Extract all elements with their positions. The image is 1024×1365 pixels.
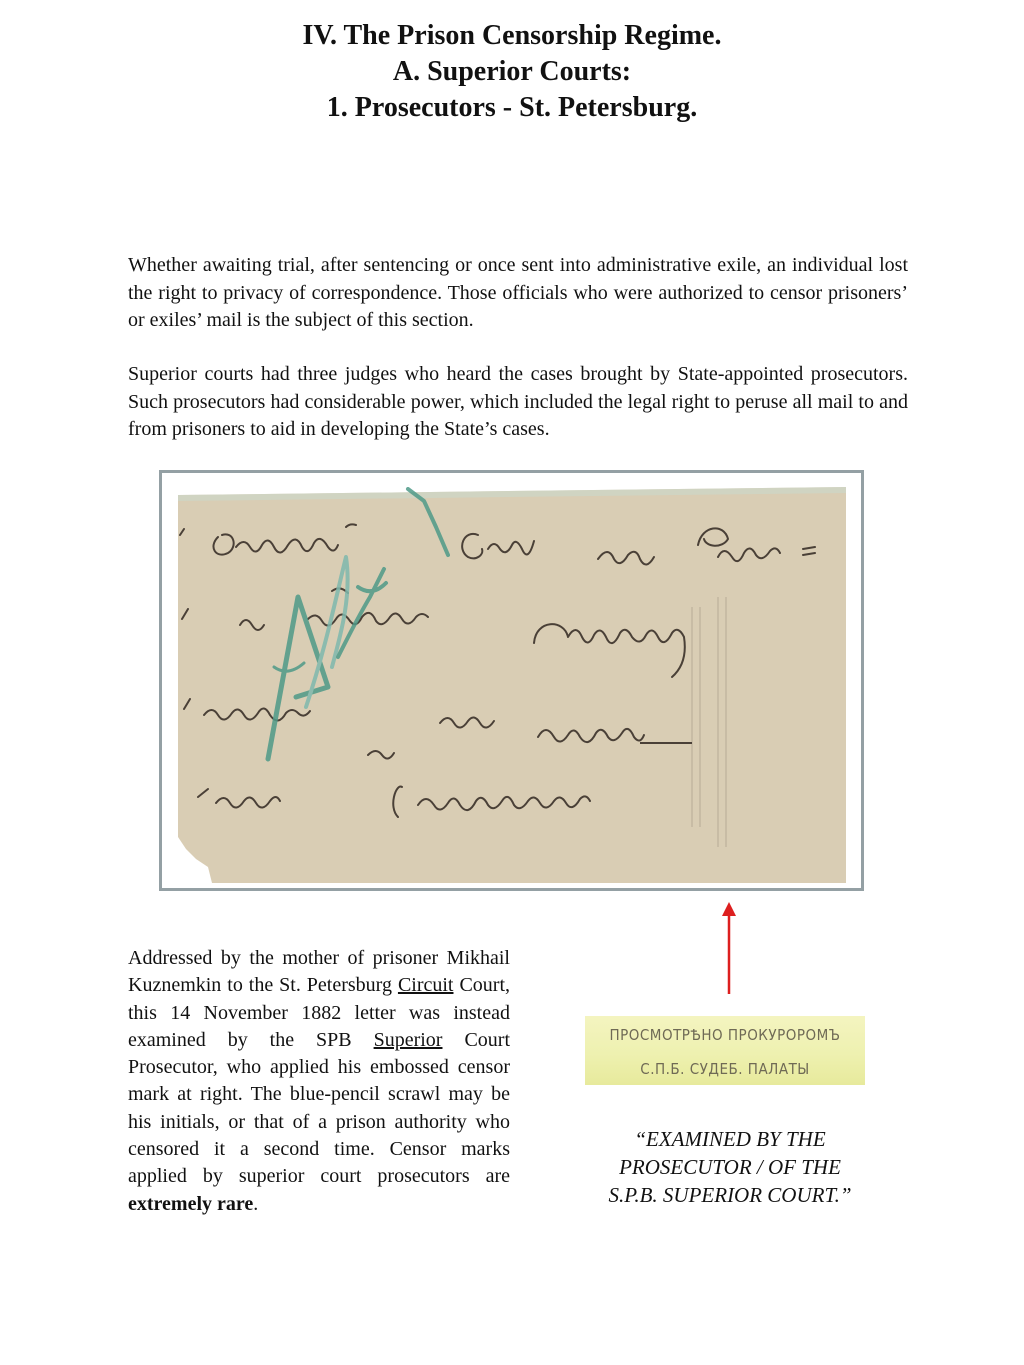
- caption-text-2: Court, this 14 November 1882 letter was instead examined by the SPB: [128, 974, 510, 1051]
- cover-image: [178, 487, 846, 883]
- caption-circuit: Circuit: [397, 974, 454, 997]
- translation-line-1: “EXAMINED BY THE: [634, 1127, 826, 1151]
- title-line-1: IV. The Prison Censorship Regime.: [302, 20, 722, 51]
- stamp-line-1: ПРОСМОТРѢНО ПРОКУРОРОМЪ: [609, 1026, 841, 1044]
- caption-superior: Superior: [373, 1028, 443, 1051]
- caption-emphasis: extremely rare: [128, 1192, 254, 1215]
- censor-stamp-detail: [585, 1016, 865, 1085]
- title-line-2: A. Superior Courts:: [392, 56, 632, 87]
- stamp-line-2: С.П.Б. СУДЕБ. ПАЛАТЫ: [640, 1060, 810, 1078]
- cover-caption: [128, 945, 510, 1218]
- translation-line-2: PROSECUTOR / OF THE: [619, 1155, 841, 1179]
- page-title: [0, 18, 1024, 126]
- intro-paragraph-2: Superior courts had three judges who heard the cases brought by State-appointed prosecutors. Such prosecutors had considerable power, which included the legal right to peruse all mail to and from prisoners to aid in developing the State’s cases.: [128, 363, 908, 440]
- caption-text-3: Court Prosecutor, who applied his embossed censor mark at right. The blue-pencil scrawl may be his initials, or that of a prison authority who censored it a second time. Censor marks applied by superior court prosecutors are: [128, 1028, 510, 1188]
- translation-line-3: S.P.B. SUPERIOR COURT.”: [608, 1183, 852, 1207]
- caption-text-1: Addressed by the mother of prisoner Mikhail Kuznemkin to the St. Petersburg: [128, 947, 510, 997]
- title-line-3: 1. Prosecutors - St. Petersburg.: [326, 92, 698, 123]
- intro-paragraph-1: Whether awaiting trial, after sentencing or once sent into administrative exile, an individual lost the right to privacy of correspondence. Those officials who were authorized to censor prisoners’ or exiles’ mail is the subject of this section.: [128, 254, 908, 331]
- caption-text-4: .: [253, 1192, 259, 1215]
- stamp-translation: [575, 1125, 885, 1209]
- pointer-arrow: [719, 900, 739, 995]
